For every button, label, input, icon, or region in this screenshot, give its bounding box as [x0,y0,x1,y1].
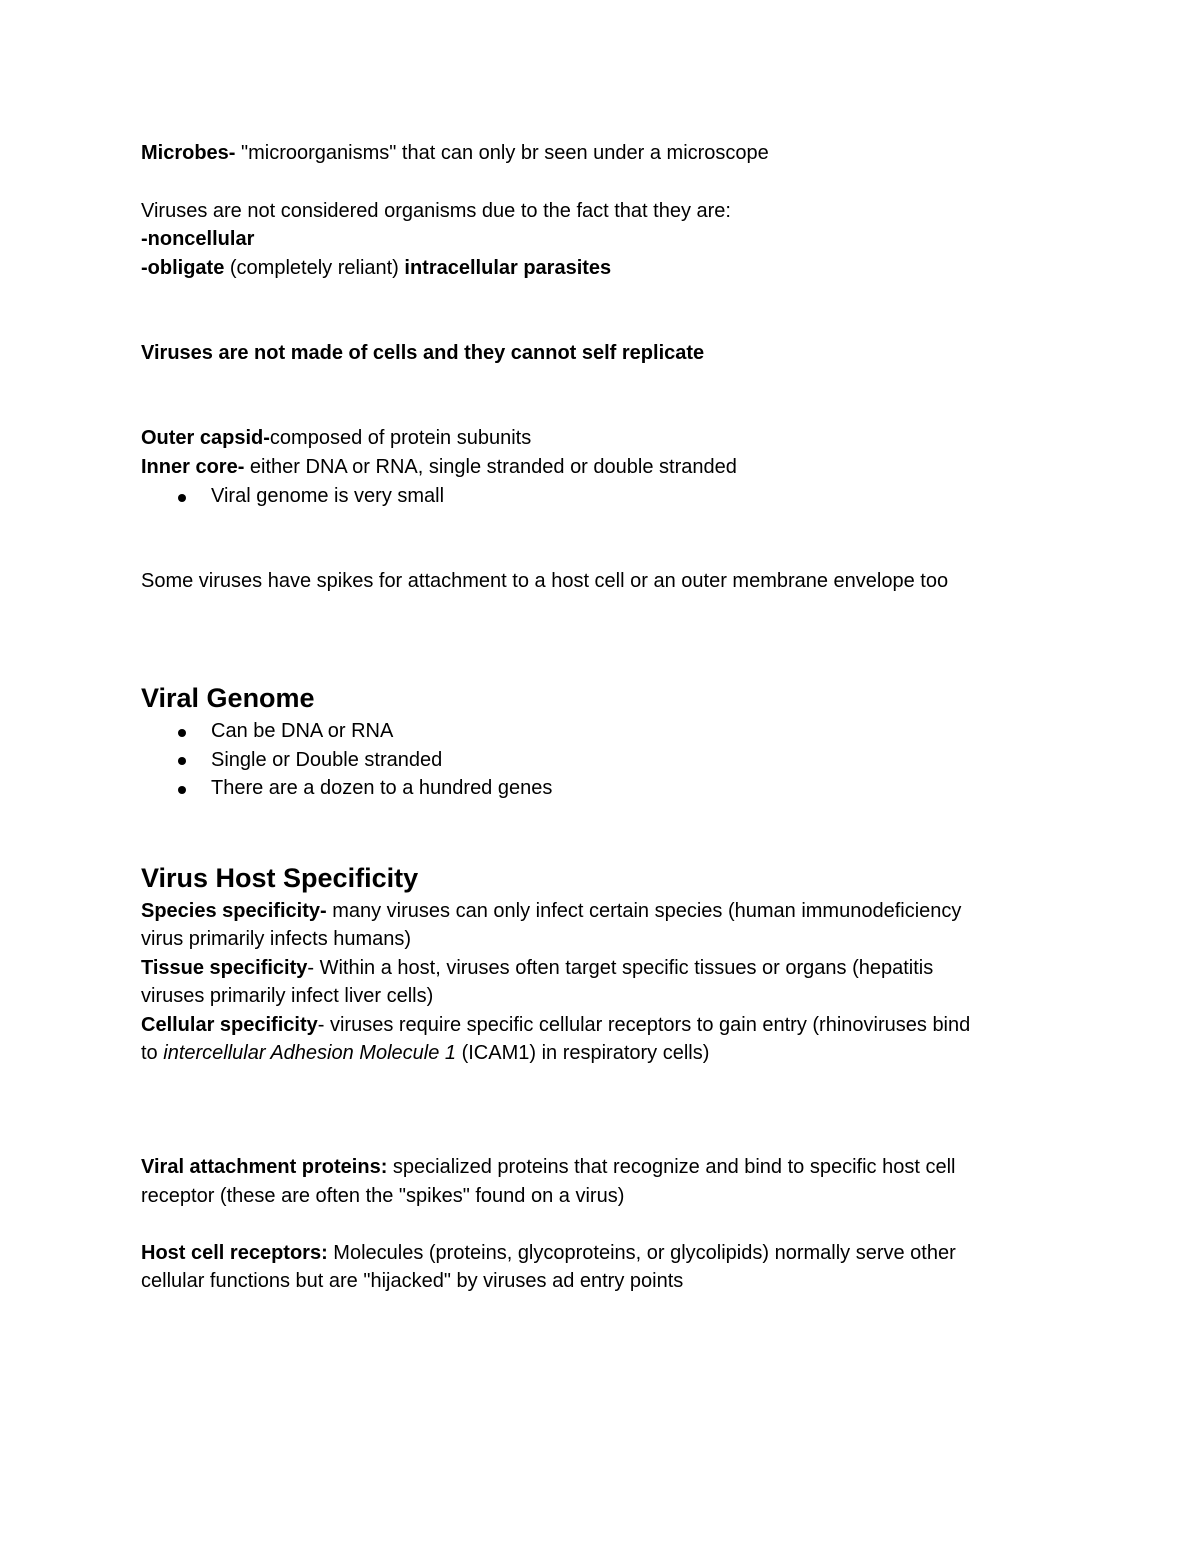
not-cells-statement: Viruses are not made of cells and they cannot self replicate [141,342,705,364]
attachment-proteins-line [141,1153,955,1182]
species-specificity-text: many viruses can only infect certain species (human immunodeficiency [326,900,962,922]
obligate-item [141,254,611,283]
host-receptors-cont: cellular functions but are "hijacked" by viruses ad entry points [141,1270,684,1292]
host-specificity-heading: Virus Host Specificity [141,863,419,893]
obligate-paren: (completely reliant) [224,257,405,279]
cellular-cont-post: (ICAM1) in respiratory cells) [456,1042,710,1064]
tissue-specificity-line [141,954,933,983]
bullet-dot-icon [178,729,186,737]
cellular-cont-pre: to [141,1042,164,1064]
attachment-proteins-text: specialized proteins that recognize and bind to specific host cell [387,1156,956,1178]
inner-core-text: either DNA or RNA, single stranded or double stranded [244,456,737,478]
outer-capsid-line [141,424,531,453]
species-specificity-cont: virus primarily infects humans) [141,928,412,950]
microbes-text: "microorganisms" that can only br seen under a microscope [235,142,769,164]
intracellular-term: intracellular parasites [404,257,612,279]
attachment-proteins-term: Viral attachment proteins: [141,1156,388,1178]
obligate-term: -obligate [141,257,225,279]
species-specificity-line [141,897,961,926]
bullet-dot-icon [178,757,186,765]
attachment-proteins-cont: receptor (these are often the "spikes" found on a virus) [141,1185,625,1207]
icam1-full-name: intercellular Adhesion Molecule 1 [163,1042,457,1064]
host-receptors-text: Molecules (proteins, glycoproteins, or glycolipids) normally serve other [327,1242,956,1264]
microbes-term: Microbes- [141,142,236,164]
not-organisms-intro: Viruses are not considered organisms due to the fact that they are: [141,200,731,222]
outer-capsid-text: composed of protein subunits [269,427,532,449]
species-specificity-term: Species specificity- [141,900,327,922]
outer-capsid-term: Outer capsid- [141,427,270,449]
microbes-definition [141,139,769,168]
bullet-dot-icon [178,786,186,794]
viral-genome-small-bullet: Viral genome is very small [211,485,445,507]
cellular-specificity-line [141,1011,970,1040]
spikes-statement: Some viruses have spikes for attachment to a host cell or an outer membrane envelope too [141,570,949,592]
cellular-specificity-text: - viruses require specific cellular receptors to gain entry (rhinoviruses bind [317,1014,971,1036]
inner-core-term: Inner core- [141,456,245,478]
noncellular-item: -noncellular [141,228,255,250]
viral-genome-bullet: There are a dozen to a hundred genes [211,777,553,799]
host-receptors-term: Host cell receptors: [141,1242,328,1264]
tissue-specificity-cont: viruses primarily infect liver cells) [141,985,434,1007]
tissue-specificity-text: - Within a host, viruses often target specific tissues or organs (hepatitis [307,957,934,979]
cellular-specificity-cont [141,1039,709,1068]
viral-genome-bullet: Can be DNA or RNA [211,720,394,742]
viral-genome-heading: Viral Genome [141,683,315,713]
viral-genome-bullet: Single or Double stranded [211,749,443,771]
bullet-dot-icon [178,494,186,502]
cellular-specificity-term: Cellular specificity [141,1014,318,1036]
inner-core-line [141,453,737,482]
host-receptors-line [141,1239,956,1268]
tissue-specificity-term: Tissue specificity [141,957,308,979]
